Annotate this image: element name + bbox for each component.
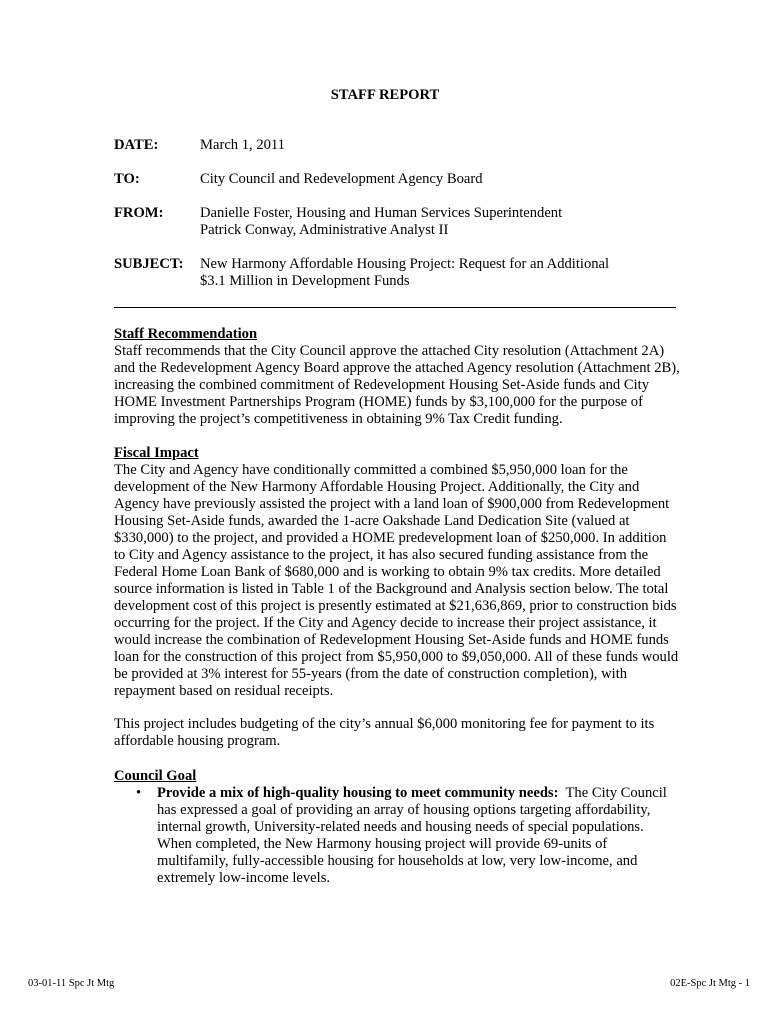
- from-value: [200, 205, 670, 239]
- subject-line: $3.1 Million in Development Funds: [200, 273, 410, 289]
- subject-value: [200, 256, 670, 290]
- text-line: Federal Home Loan Bank of $680,000 and is working to obtain 9% tax credits. More detailed: [114, 564, 661, 580]
- text-line: has expressed a goal of providing an array of housing options targeting affordability,: [157, 802, 651, 818]
- footer-page-number: 02E-Spc Jt Mtg - 1: [670, 978, 750, 989]
- text-line: affordable housing program.: [114, 733, 281, 749]
- text-line: HOME Investment Partnerships Program (HOME) funds by $3,100,000 for the purpose of: [114, 394, 643, 410]
- subject-line: New Harmony Affordable Housing Project: Request for an Additional: [200, 256, 610, 272]
- from-label: FROM:: [114, 205, 164, 221]
- fiscal-impact-heading: Fiscal Impact: [114, 445, 199, 461]
- bullet-first-line: [157, 785, 677, 802]
- text-line: source information is listed in Table 1 of the Background and Analysis section below. The total: [114, 581, 669, 597]
- text-line: multifamily, fully-accessible housing for households at low, very low-income, and: [157, 853, 638, 869]
- subject-label: SUBJECT:: [114, 256, 184, 272]
- text-line: $330,000) to the project, and provided a HOME predevelopment loan of $250,000. In addition: [114, 530, 667, 546]
- text-line: increasing the combined commitment of Redevelopment Housing Set-Aside funds and City: [114, 377, 650, 393]
- text-line: When completed, the New Harmony housing project will provide 69-units of: [157, 836, 608, 852]
- fiscal-impact-text: [114, 462, 679, 700]
- date-value: [200, 137, 670, 154]
- text-line: loan for the construction of this project from $5,950,000 to $9,050,000. All of these funds would: [114, 649, 679, 665]
- from-line: Danielle Foster, Housing and Human Services Superintendent: [200, 205, 563, 221]
- monitoring-fee-paragraph: [114, 716, 676, 750]
- from-line: Patrick Conway, Administrative Analyst II: [200, 222, 449, 238]
- text-line: and the Redevelopment Agency Board approve the attached Agency resolution (Attachment 2B),: [114, 360, 680, 376]
- to-label: TO:: [114, 171, 140, 187]
- bullet-icon: •: [136, 785, 142, 801]
- text-line: extremely low-income levels.: [157, 870, 331, 886]
- text-line: internal growth, University-related needs and housing needs of special populations.: [157, 819, 644, 835]
- header-divider: [114, 307, 676, 308]
- text-line: occurring for the project. If the City and Agency decide to increase their project assistance, it: [114, 615, 657, 631]
- text-line: be provided at 3% interest for 55-years (from the date of construction completion), with: [114, 666, 628, 682]
- text-line: This project includes budgeting of the city’s annual $6,000 monitoring fee for payment to its: [114, 716, 655, 732]
- council-goal-heading: Council Goal: [114, 768, 197, 784]
- text-line: to City and Agency assistance to the project, it has also secured funding assistance from the: [114, 547, 649, 563]
- text-line: development of the New Harmony Affordable Housing Project. Additionally, the City and: [114, 479, 640, 495]
- footer-meeting-date: 03-01-11 Spc Jt Mtg: [28, 978, 115, 989]
- document-title: STAFF REPORT: [330, 87, 440, 103]
- fiscal-impact-section: [114, 445, 679, 700]
- text-line: repayment based on residual receipts.: [114, 683, 334, 699]
- to-value: [200, 171, 670, 188]
- bullet-text: [157, 785, 677, 887]
- date-label: DATE:: [114, 137, 159, 153]
- text-line: Staff recommends that the City Council approve the attached City resolution (Attachment 2A): [114, 343, 665, 359]
- bullet-bold-lead: Provide a mix of high-quality housing to meet community needs:: [157, 785, 559, 801]
- text-line: Housing Set-Aside funds, awarded the 1-acre Oakshade Land Dedication Site (valued at: [114, 513, 630, 529]
- to-value-text: City Council and Redevelopment Agency Board: [200, 171, 483, 187]
- text-line: Agency have previously assisted the project with a land loan of $900,000 from Redevelopment: [114, 496, 670, 512]
- staff-recommendation-heading: Staff Recommendation: [114, 326, 258, 342]
- text-line: improving the project’s competitiveness in obtaining 9% Tax Credit funding.: [114, 411, 563, 427]
- council-goal-section: [114, 768, 676, 785]
- text-line: would increase the combination of Redevelopment Housing Set-Aside funds and HOME funds: [114, 632, 669, 648]
- monitoring-fee-text: [114, 716, 676, 750]
- bullet-first-rest: The City Council: [558, 785, 667, 801]
- staff-recommendation-section: [114, 326, 680, 428]
- text-line: The City and Agency have conditionally committed a combined $5,950,000 loan for the: [114, 462, 628, 478]
- text-line: development cost of this project is presently estimated at $21,636,869, prior to construction bids: [114, 598, 677, 614]
- staff-recommendation-text: [114, 343, 680, 428]
- date-value-text: March 1, 2011: [200, 137, 285, 153]
